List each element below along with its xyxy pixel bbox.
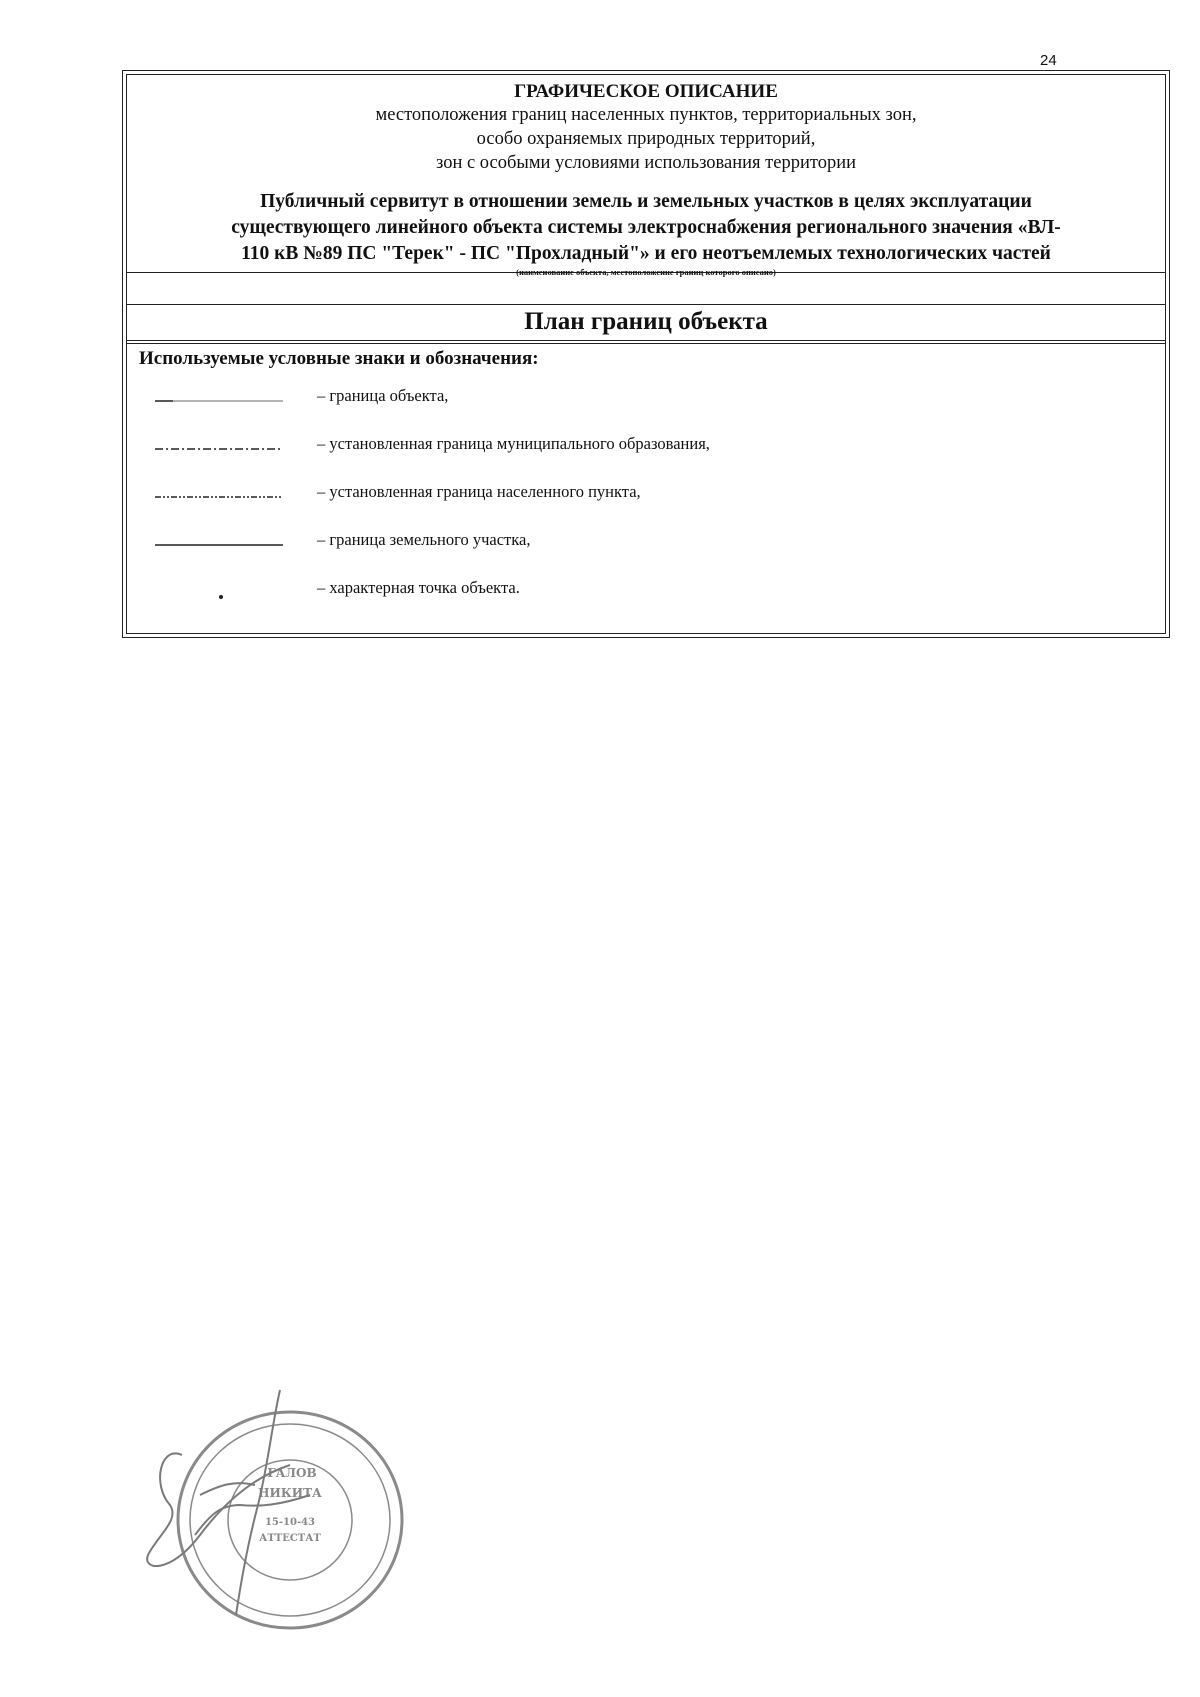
object-name-line-2: существующего линейного объекта системы электроснабжения регионального значения «ВЛ-	[231, 217, 1061, 238]
stamp-line-2: НИКИТА	[258, 1486, 322, 1500]
subtitle-line-1: местоположения границ населенных пунктов, территориальных зон,	[375, 105, 917, 125]
object-name	[147, 189, 1145, 267]
municipal-boundary-symbol	[155, 438, 285, 452]
stamp-line-4: АТТЕСТАТ	[259, 1533, 321, 1544]
document-frame	[122, 70, 1170, 638]
object-boundary-symbol	[155, 390, 285, 404]
object-name-line-1: Публичный сервитут в отношении земель и земельных участков в целях эксплуатации	[260, 191, 1032, 212]
stamp-line-3: 15-10-43	[264, 1517, 316, 1528]
legend-text-characteristic-point: – характерная точка объекта.	[317, 578, 520, 597]
legend-text-land-plot-boundary: – граница земельного участка,	[317, 530, 531, 549]
characteristic-point-icon	[155, 588, 285, 602]
legend-heading: Используемые условные знаки и обозначения:	[139, 348, 539, 369]
legend-item-object-boundary	[127, 382, 1165, 412]
subtitle-line-3: зон с особыми условиями использования территории	[436, 153, 856, 173]
settlement-boundary-symbol	[155, 486, 285, 500]
header-block	[127, 75, 1165, 277]
stamp-line-1: ГАЛОВ	[267, 1466, 317, 1480]
document-title: ГРАФИЧЕСКОЕ ОПИСАНИЕ	[514, 81, 778, 102]
empty-row	[127, 272, 1165, 305]
legend-block	[127, 343, 1165, 633]
legend-item-characteristic-point	[127, 574, 1165, 604]
legend-text-object-boundary: – граница объекта,	[317, 386, 449, 405]
plan-title-row	[127, 304, 1165, 341]
legend-item-settlement-boundary	[127, 478, 1165, 508]
object-name-line-3: 110 кВ №89 ПС "Терек" - ПС "Прохладный"» и его неотъемлемых технологических частей	[241, 243, 1051, 264]
legend-text-settlement-boundary: – установленная граница населенного пункта,	[317, 482, 641, 501]
subtitle-line-2: особо охраняемых природных территорий,	[476, 129, 816, 149]
object-caption: (наименование объекта, местоположение границ которого описано)	[516, 267, 776, 277]
page-number: 24	[1040, 52, 1057, 69]
legend-text-municipal-boundary: – установленная граница муниципального образования,	[317, 434, 710, 453]
land-plot-boundary-symbol	[155, 534, 285, 548]
plan-title: План границ объекта	[524, 308, 768, 335]
document-inner-frame	[126, 74, 1166, 634]
legend-item-land-plot-boundary	[127, 526, 1165, 556]
legend-item-municipal-boundary	[127, 430, 1165, 460]
seal-stamp-icon	[140, 1385, 420, 1655]
